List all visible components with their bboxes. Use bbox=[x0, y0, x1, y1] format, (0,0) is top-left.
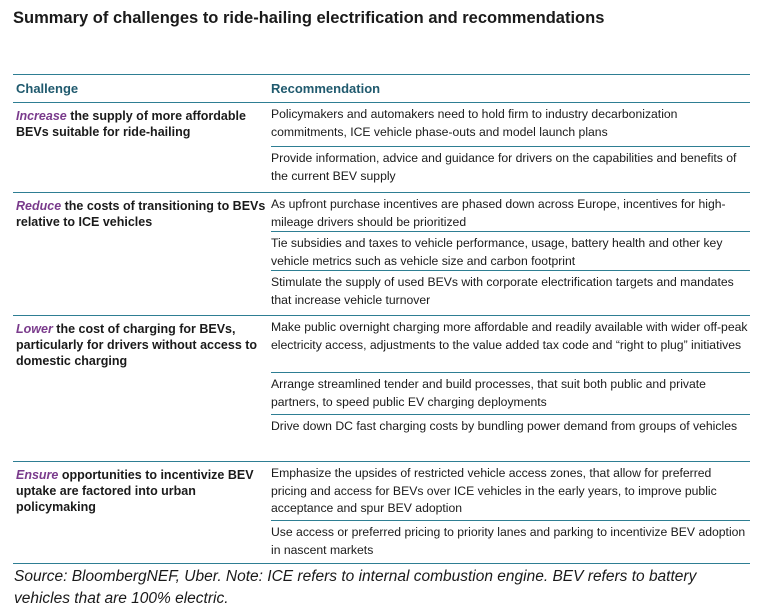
recommendation-cell: Arrange streamlined tender and build processes, that suit both public and private partners, to speed public EV charging deployments bbox=[271, 373, 750, 415]
table-header-row bbox=[13, 75, 750, 103]
challenge-group-charging bbox=[13, 316, 750, 462]
challenge-keyword: Increase bbox=[16, 109, 67, 123]
recommendation-column-header: Recommendation bbox=[271, 81, 381, 96]
challenge-group-supply bbox=[13, 103, 750, 193]
recommendation-list bbox=[271, 316, 750, 461]
challenge-cell bbox=[13, 316, 271, 461]
recommendation-cell: Drive down DC fast charging costs by bundling power demand from groups of vehicles bbox=[271, 419, 738, 433]
challenge-column-header: Challenge bbox=[16, 81, 79, 96]
recommendation-cell: Stimulate the supply of used BEVs with corporate electrification targets and mandates that increase vehicle turnover bbox=[271, 275, 734, 307]
recommendation-cell: Policymakers and automakers need to hold firm to industry decarbonization commitments, ICE vehicle phase-outs and model launch plans bbox=[271, 103, 750, 147]
challenge-cell bbox=[13, 103, 271, 192]
source-note: Source: BloombergNEF, Uber. Note: ICE refers to internal combustion engine. BEV refers to battery vehicles that are 100% electric. bbox=[14, 568, 697, 607]
challenge-cell bbox=[13, 193, 271, 315]
challenge-text: opportunities to incentivize BEV uptake are factored into urban policymaking bbox=[16, 468, 254, 514]
recommendation-cell: Tie subsidies and taxes to vehicle performance, usage, battery health and other key vehicle metrics such as vehicle size and carbon footprint bbox=[271, 232, 750, 271]
challenge-keyword: Ensure bbox=[16, 468, 59, 482]
recommendation-list bbox=[271, 193, 750, 315]
challenge-text: the supply of more affordable BEVs suitable for ride-hailing bbox=[16, 109, 246, 139]
recommendation-cell: Make public overnight charging more affordable and readily available with wider off-peak electricity access, adjustments to the value added tax code and “right to plug” initiatives bbox=[271, 316, 750, 373]
recommendation-list bbox=[271, 103, 750, 192]
page-title: Summary of challenges to ride-hailing electrification and recommendations bbox=[13, 9, 605, 27]
recommendation-cell: As upfront purchase incentives are phased down across Europe, incentives for high-mileage drivers should be prioritized bbox=[271, 193, 750, 232]
challenge-keyword: Lower bbox=[16, 322, 53, 336]
recommendations-table bbox=[13, 74, 750, 564]
challenge-text: the cost of charging for BEVs, particularly for drivers without access to domestic charging bbox=[16, 322, 258, 368]
challenge-group-costs bbox=[13, 193, 750, 316]
challenge-cell bbox=[13, 462, 271, 563]
recommendation-list bbox=[271, 462, 750, 563]
recommendation-cell: Use access or preferred pricing to priority lanes and parking to incentivize BEV adoption in nascent markets bbox=[271, 525, 746, 557]
challenge-group-urban-policy bbox=[13, 462, 750, 564]
challenge-keyword: Reduce bbox=[16, 199, 62, 213]
recommendation-cell: Provide information, advice and guidance for drivers on the capabilities and benefits of the current BEV supply bbox=[271, 151, 737, 183]
recommendation-cell: Emphasize the upsides of restricted vehicle access zones, that allow for preferred pricing and access for BEVs over ICE vehicles in the early years, to improve public acceptance and spur BEV adoption bbox=[271, 462, 750, 521]
challenge-text: the costs of transitioning to BEVs relative to ICE vehicles bbox=[16, 199, 266, 229]
